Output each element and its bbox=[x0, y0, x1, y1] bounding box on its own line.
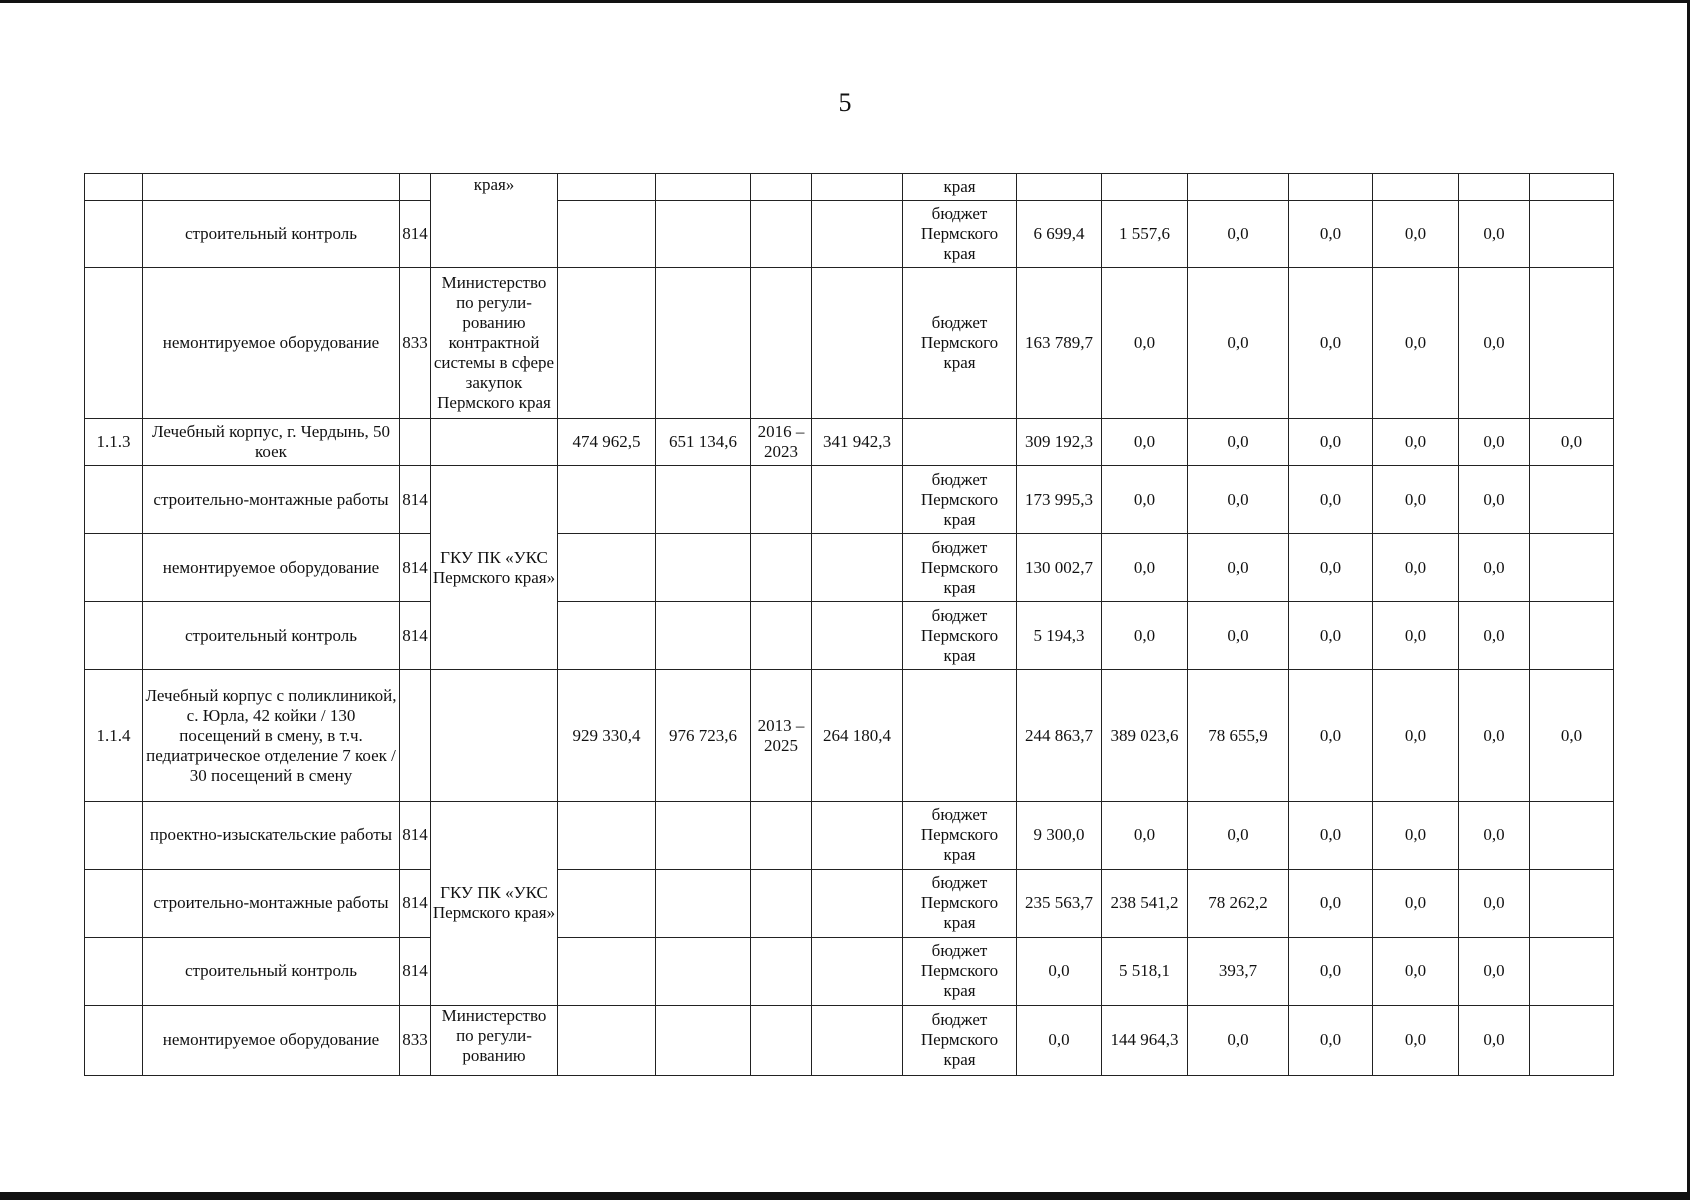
cell-year-5: 0,0 bbox=[1373, 869, 1459, 937]
cell-no: 1.1.3 bbox=[85, 419, 143, 466]
cell-year-2: 0,0 bbox=[1102, 466, 1188, 534]
cell-year-5: 0,0 bbox=[1373, 268, 1459, 419]
cell-year-1: 244 863,7 bbox=[1017, 670, 1102, 801]
cell-year-5: 0,0 bbox=[1373, 937, 1459, 1005]
cell-year-1: 309 192,3 bbox=[1017, 419, 1102, 466]
cell-year-5: 0,0 bbox=[1373, 419, 1459, 466]
cell-dept: ГКУ ПК «УКС Пермского края» bbox=[431, 466, 558, 670]
cell-year-4: 0,0 bbox=[1289, 1005, 1373, 1075]
cell-code: 833 bbox=[400, 268, 431, 419]
cell-year-3: 0,0 bbox=[1188, 201, 1289, 268]
cell-cost1: 929 330,4 bbox=[558, 670, 656, 801]
cell-cost2: 651 134,6 bbox=[656, 419, 751, 466]
cell-dept: Министерство по регули-рованию контрактной системы в сфере закупок Пермского края bbox=[431, 268, 558, 419]
cell-year-5: 0,0 bbox=[1373, 534, 1459, 602]
table-row bbox=[85, 602, 1614, 670]
cell-year-2: 0,0 bbox=[1102, 419, 1188, 466]
cell-name: немонтируемое оборудование bbox=[143, 268, 400, 419]
cell-code: 814 bbox=[400, 801, 431, 869]
cell-year-6: 0,0 bbox=[1459, 937, 1530, 1005]
cell-period: 2013 – 2025 bbox=[751, 670, 812, 801]
cell-budget: бюджет Пермского края bbox=[903, 869, 1017, 937]
cell-year-4: 0,0 bbox=[1289, 670, 1373, 801]
cell-year-2: 238 541,2 bbox=[1102, 869, 1188, 937]
cell-no bbox=[85, 174, 143, 201]
cell-year-3: 78 262,2 bbox=[1188, 869, 1289, 937]
cell-year-4: 0,0 bbox=[1289, 869, 1373, 937]
cell-budget: бюджет Пермского края bbox=[903, 937, 1017, 1005]
cell-year-5: 0,0 bbox=[1373, 1005, 1459, 1075]
cell-period bbox=[751, 174, 812, 201]
cell-year-3: 0,0 bbox=[1188, 466, 1289, 534]
cell-year-5: 0,0 bbox=[1373, 602, 1459, 670]
cell-year-6: 0,0 bbox=[1459, 801, 1530, 869]
table-row bbox=[85, 670, 1614, 801]
cell-budget: бюджет Пермского края bbox=[903, 201, 1017, 268]
cell-year-2: 1 557,6 bbox=[1102, 201, 1188, 268]
table-row bbox=[85, 174, 1614, 201]
cell-dept: края» bbox=[431, 174, 558, 268]
cell-year-2: 0,0 bbox=[1102, 801, 1188, 869]
cell-code: 814 bbox=[400, 602, 431, 670]
table-row bbox=[85, 1005, 1614, 1075]
cell-year-6: 0,0 bbox=[1459, 201, 1530, 268]
cell-cost2: 976 723,6 bbox=[656, 670, 751, 801]
cell-year-2: 389 023,6 bbox=[1102, 670, 1188, 801]
cell-year-3: 0,0 bbox=[1188, 1005, 1289, 1075]
cell-name: строительный контроль bbox=[143, 937, 400, 1005]
cell-code: 814 bbox=[400, 534, 431, 602]
cell-year-5: 0,0 bbox=[1373, 466, 1459, 534]
cell-year-4: 0,0 bbox=[1289, 466, 1373, 534]
cell-no: 1.1.4 bbox=[85, 670, 143, 801]
cell-code: 833 bbox=[400, 1005, 431, 1075]
table-row bbox=[85, 801, 1614, 869]
cell-year-5: 0,0 bbox=[1373, 670, 1459, 801]
cell-year-1: 130 002,7 bbox=[1017, 534, 1102, 602]
cell-code bbox=[400, 174, 431, 201]
cell-rest: 341 942,3 bbox=[812, 419, 903, 466]
cell-year-6: 0,0 bbox=[1459, 670, 1530, 801]
cell-year-3: 0,0 bbox=[1188, 801, 1289, 869]
cell-year-6: 0,0 bbox=[1459, 602, 1530, 670]
table-row bbox=[85, 534, 1614, 602]
cell-year-1: 6 699,4 bbox=[1017, 201, 1102, 268]
cell-year-3: 0,0 bbox=[1188, 419, 1289, 466]
cell-name: Лечебный корпус, г. Чердынь, 50 коек bbox=[143, 419, 400, 466]
cell-year-4: 0,0 bbox=[1289, 201, 1373, 268]
cell-dept: ГКУ ПК «УКС Пермского края» bbox=[431, 801, 558, 1005]
cell-name: строительный контроль bbox=[143, 602, 400, 670]
cell-budget: бюджет Пермского края bbox=[903, 801, 1017, 869]
table-row bbox=[85, 869, 1614, 937]
cell-name: строительно-монтажные работы bbox=[143, 466, 400, 534]
cell-name: проектно-изыскательские работы bbox=[143, 801, 400, 869]
cell-year-2: 5 518,1 bbox=[1102, 937, 1188, 1005]
cell-year-2: 144 964,3 bbox=[1102, 1005, 1188, 1075]
cell-name: Лечебный корпус с поликлиникой, с. Юрла, 42 койки / 130 посещений в смену, в т.ч. педиатрическое отделение 7 коек / 30 посещений в смену bbox=[143, 670, 400, 801]
cell-code: 814 bbox=[400, 201, 431, 268]
cell-rest bbox=[812, 174, 903, 201]
table-row bbox=[85, 937, 1614, 1005]
cell-year-2: 0,0 bbox=[1102, 268, 1188, 419]
cell-year-5: 0,0 bbox=[1373, 201, 1459, 268]
cell-rest: 264 180,4 bbox=[812, 670, 903, 801]
cell-year-6: 0,0 bbox=[1459, 1005, 1530, 1075]
cell-code: 814 bbox=[400, 937, 431, 1005]
cell-year-6: 0,0 bbox=[1459, 466, 1530, 534]
cell-year-3: 0,0 bbox=[1188, 534, 1289, 602]
cell-year-4: 0,0 bbox=[1289, 268, 1373, 419]
cell-budget: бюджет Пермского края bbox=[903, 534, 1017, 602]
cell-year-7: 0,0 bbox=[1530, 419, 1614, 466]
cell-year-7: 0,0 bbox=[1530, 670, 1614, 801]
cell-year-4: 0,0 bbox=[1289, 419, 1373, 466]
cell-year-1: 163 789,7 bbox=[1017, 268, 1102, 419]
program-table bbox=[84, 173, 1614, 1076]
cell-year-3: 0,0 bbox=[1188, 602, 1289, 670]
cell-year-5: 0,0 bbox=[1373, 801, 1459, 869]
table-row bbox=[85, 268, 1614, 419]
cell-budget: бюджет Пермского края bbox=[903, 602, 1017, 670]
cell-code: 814 bbox=[400, 869, 431, 937]
cell-year-6: 0,0 bbox=[1459, 869, 1530, 937]
cell-year-1: 5 194,3 bbox=[1017, 602, 1102, 670]
cell-year-1: 0,0 bbox=[1017, 1005, 1102, 1075]
cell-name: немонтируемое оборудование bbox=[143, 534, 400, 602]
cell-cost2 bbox=[656, 174, 751, 201]
cell-name: немонтируемое оборудование bbox=[143, 1005, 400, 1075]
cell-year-6: 0,0 bbox=[1459, 534, 1530, 602]
cell-cost1 bbox=[558, 174, 656, 201]
table-row bbox=[85, 201, 1614, 268]
cell-year-1: 173 995,3 bbox=[1017, 466, 1102, 534]
cell-year-6: 0,0 bbox=[1459, 419, 1530, 466]
cell-budget: бюджет Пермского края bbox=[903, 268, 1017, 419]
cell-year-2: 0,0 bbox=[1102, 534, 1188, 602]
table-row bbox=[85, 419, 1614, 466]
cell-year-1: 235 563,7 bbox=[1017, 869, 1102, 937]
cell-year-4: 0,0 bbox=[1289, 602, 1373, 670]
cell-cost1: 474 962,5 bbox=[558, 419, 656, 466]
cell-year-3: 78 655,9 bbox=[1188, 670, 1289, 801]
cell-year-1: 9 300,0 bbox=[1017, 801, 1102, 869]
cell-year-4: 0,0 bbox=[1289, 937, 1373, 1005]
scan-edge-top bbox=[0, 0, 1690, 3]
cell-year-3: 0,0 bbox=[1188, 268, 1289, 419]
cell-dept: Министерство по регули-рованию bbox=[431, 1005, 558, 1075]
cell-year-4: 0,0 bbox=[1289, 534, 1373, 602]
cell-name: строительно-монтажные работы bbox=[143, 869, 400, 937]
cell-year-3: 393,7 bbox=[1188, 937, 1289, 1005]
cell-year-7 bbox=[1530, 201, 1614, 268]
cell-budget: бюджет Пермского края bbox=[903, 466, 1017, 534]
cell-budget: бюджет Пермского края bbox=[903, 1005, 1017, 1075]
cell-year-1: 0,0 bbox=[1017, 937, 1102, 1005]
cell-year-6: 0,0 bbox=[1459, 268, 1530, 419]
table-row bbox=[85, 466, 1614, 534]
cell-year-2: 0,0 bbox=[1102, 602, 1188, 670]
cell-name bbox=[143, 174, 400, 201]
cell-year-4: 0,0 bbox=[1289, 801, 1373, 869]
cell-code: 814 bbox=[400, 466, 431, 534]
page-number: 5 bbox=[838, 88, 852, 117]
cell-budget: края bbox=[903, 174, 1017, 201]
cell-period: 2016 – 2023 bbox=[751, 419, 812, 466]
cell-name: строительный контроль bbox=[143, 201, 400, 268]
scan-edge-bottom bbox=[0, 1192, 1690, 1200]
